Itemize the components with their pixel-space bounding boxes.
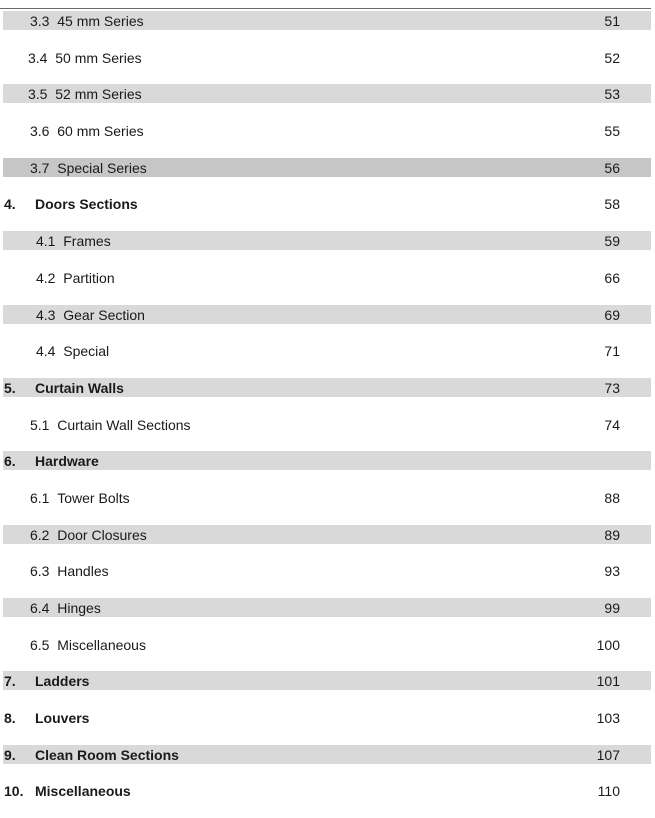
toc-subsection-row (0, 305, 651, 342)
toc-subsection-row (0, 231, 651, 268)
subsection-number: 6.1 (30, 489, 50, 506)
subsection-label (28, 49, 142, 67)
toc-section-row (0, 671, 651, 708)
page-number: 51 (604, 13, 620, 29)
section-number: 5. (4, 379, 16, 396)
subsection-number: 4.4 (36, 343, 56, 360)
subsection-number: 6.2 (30, 526, 50, 543)
subsection-title: Partition (63, 269, 115, 286)
subsection-label (36, 232, 111, 250)
subsection-label (36, 269, 115, 287)
toc-section-row (0, 194, 651, 231)
table-of-contents (0, 11, 651, 818)
subsection-number: 4.1 (36, 233, 56, 250)
subsection-number: 4.3 (36, 306, 56, 323)
page-number: 73 (604, 379, 620, 396)
section-number: 7. (4, 673, 16, 690)
subsection-title: Miscellaneous (57, 636, 146, 653)
page-number: 103 (596, 710, 620, 727)
section-title: Curtain Walls (35, 379, 124, 396)
toc-subsection-row (0, 341, 651, 378)
page-number: 110 (597, 783, 620, 800)
subsection-number: 6.4 (30, 600, 50, 616)
subsection-title: Special (63, 343, 110, 360)
subsection-title: Gear Section (63, 306, 145, 323)
section-number: 10. (4, 783, 24, 800)
section-number: 4. (4, 196, 16, 213)
subsection-number: 6.5 (30, 636, 50, 653)
section-title: Ladders (35, 673, 90, 690)
toc-subsection-row (0, 415, 651, 452)
toc-subsection-row (0, 121, 651, 158)
toc-subsection-row (0, 598, 651, 635)
subsection-label (36, 306, 145, 324)
section-number: 6. (4, 453, 16, 470)
subsection-number: 3.5 (28, 86, 48, 103)
subsection-title: Curtain Wall Sections (57, 416, 191, 433)
subsection-title: Frames (63, 233, 111, 250)
toc-section-row (0, 745, 651, 782)
subsection-label (28, 85, 142, 103)
subsection-title: Door Closures (57, 526, 147, 543)
section-title: Hardware (35, 453, 99, 470)
page-number: 100 (596, 636, 620, 653)
toc-section-row (0, 378, 651, 415)
page-number: 89 (604, 526, 620, 543)
subsection-number: 5.1 (30, 416, 50, 433)
page-number: 101 (596, 673, 620, 690)
subsection-title: 52 mm Series (55, 86, 142, 103)
page-number: 99 (604, 600, 620, 616)
subsection-number: 3.6 (30, 123, 50, 140)
subsection-label (30, 416, 191, 434)
subsection-title: Hinges (57, 600, 101, 616)
subsection-label (30, 599, 101, 617)
subsection-title: Tower Bolts (57, 489, 130, 506)
toc-section-row (0, 451, 651, 488)
page-number: 55 (604, 123, 620, 140)
subsection-title: 45 mm Series (57, 13, 144, 29)
page-number: 107 (596, 746, 620, 763)
row-shading (3, 708, 651, 727)
page-number: 71 (604, 343, 620, 360)
toc-subsection-row (0, 525, 651, 562)
page-number: 69 (604, 306, 620, 323)
subsection-number: 3.3 (30, 13, 50, 29)
subsection-title: Special Series (57, 159, 147, 176)
subsection-title: 50 mm Series (55, 49, 142, 66)
page-number: 93 (604, 563, 620, 580)
page-number: 58 (604, 196, 620, 213)
page-number: 52 (604, 49, 620, 66)
top-rule (0, 8, 651, 9)
page-number: 66 (604, 269, 620, 286)
page-number: 74 (604, 416, 620, 433)
toc-subsection-row (0, 84, 651, 121)
section-title: Miscellaneous (35, 783, 131, 800)
section-number: 9. (4, 746, 16, 763)
page-number: 88 (604, 489, 620, 506)
section-title: Louvers (35, 710, 90, 727)
subsection-label (30, 526, 147, 544)
toc-subsection-row (0, 561, 651, 598)
subsection-title: Handles (57, 563, 109, 580)
toc-rows (0, 11, 651, 818)
toc-section-row (0, 708, 651, 745)
section-number: 8. (4, 710, 16, 727)
section-title: Doors Sections (35, 196, 138, 213)
toc-subsection-row (0, 635, 651, 672)
toc-subsection-row (0, 158, 651, 195)
subsection-label (30, 636, 146, 654)
page-number: 59 (604, 233, 620, 250)
subsection-label (30, 12, 144, 30)
subsection-number: 4.2 (36, 269, 56, 286)
subsection-label (36, 342, 109, 360)
row-shading (3, 451, 651, 470)
page-number: 53 (604, 86, 620, 103)
page-number: 56 (604, 159, 620, 176)
toc-subsection-row (0, 268, 651, 305)
subsection-label (30, 122, 144, 140)
subsection-label (30, 159, 147, 177)
subsection-title: 60 mm Series (57, 123, 144, 140)
toc-subsection-row (0, 488, 651, 525)
subsection-label (30, 562, 109, 580)
subsection-number: 3.4 (28, 49, 48, 66)
row-shading (3, 671, 651, 690)
toc-subsection-row (0, 48, 651, 85)
section-title: Clean Room Sections (35, 746, 179, 763)
subsection-number: 6.3 (30, 563, 50, 580)
toc-subsection-row (0, 11, 651, 48)
subsection-number: 3.7 (30, 159, 50, 176)
subsection-label (30, 489, 130, 507)
toc-section-row (0, 781, 651, 818)
